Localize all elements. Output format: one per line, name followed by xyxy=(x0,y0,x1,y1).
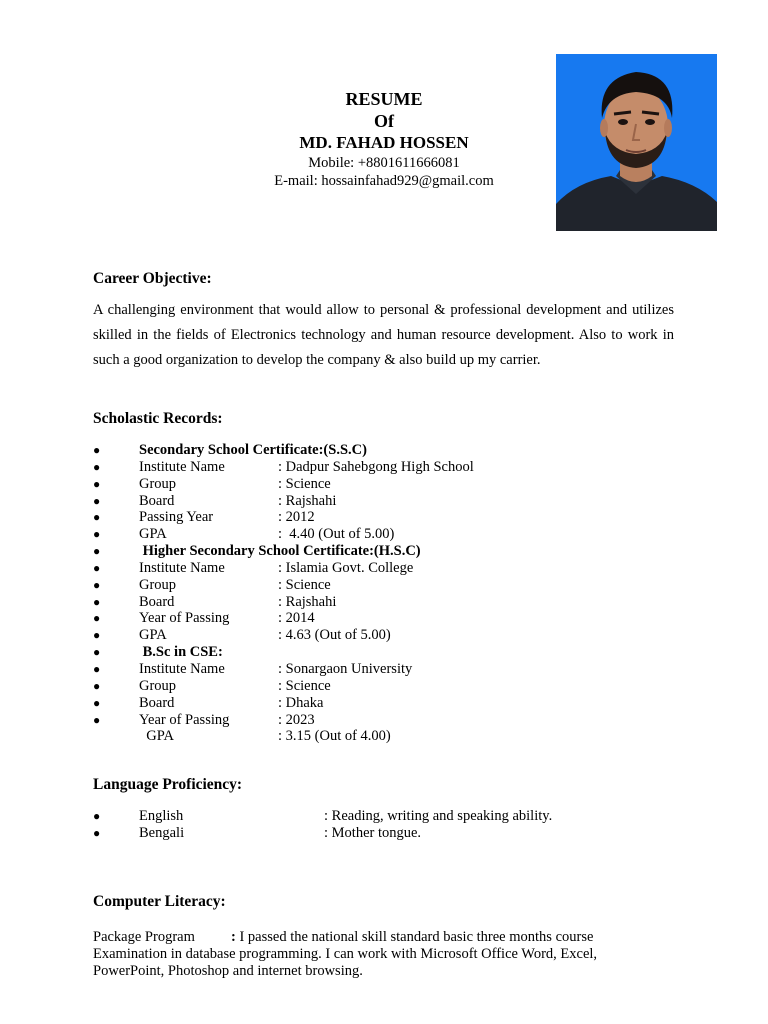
scholastic-record-label: Group xyxy=(139,475,177,492)
scholastic-record-value: : Rajshahi xyxy=(278,492,337,509)
bullet-icon: ● xyxy=(93,544,101,559)
scholastic-record-label: Higher Secondary School Certificate:(H.S.C) xyxy=(139,543,421,560)
scholastic-record-value: : Science xyxy=(278,576,331,593)
scholastic-record-row xyxy=(93,644,693,661)
bullet-icon: ● xyxy=(93,527,101,542)
bullet-icon: ● xyxy=(93,560,101,575)
scholastic-record-label: Group xyxy=(139,677,177,694)
scholastic-record-value: : Sonargaon University xyxy=(278,660,413,677)
bullet-icon: ● xyxy=(93,577,101,592)
language-label: Bengali xyxy=(139,824,185,841)
scholastic-record-label: Institute Name xyxy=(139,660,225,677)
resume-title-of: Of xyxy=(374,111,394,131)
computer-literacy-text xyxy=(93,929,653,980)
scholastic-record-row xyxy=(93,678,693,695)
scholastic-record-value: : 4.40 (Out of 5.00) xyxy=(278,526,395,543)
bullet-icon: ● xyxy=(93,645,101,660)
career-objective-text: A challenging environment that would allow to personal & professional development and utilizes skilled in the fields of Electronics technology and human resource development. Also to work in such a good organization to develop the company & also build up my carrier. xyxy=(93,302,674,368)
language-row xyxy=(93,808,693,825)
scholastic-record-label: Group xyxy=(139,576,177,593)
bullet-icon: ● xyxy=(93,611,101,626)
language-proficiency-list xyxy=(93,808,693,842)
scholastic-records-list xyxy=(93,442,693,745)
language-value: : Reading, writing and speaking ability. xyxy=(324,808,553,824)
scholastic-record-label: GPA xyxy=(139,526,167,543)
scholastic-record-value: : 2012 xyxy=(278,509,315,526)
scholastic-record-value: : 2014 xyxy=(278,610,315,627)
bullet-icon: ● xyxy=(93,493,101,508)
scholastic-record-row xyxy=(93,543,693,560)
computer-literacy-heading: Computer Literacy: xyxy=(93,893,226,910)
package-program-colon: : xyxy=(231,929,236,945)
scholastic-record-value: : Science xyxy=(278,475,331,492)
scholastic-record-label: Board xyxy=(139,492,175,509)
package-program-label: Package Program xyxy=(93,929,195,945)
scholastic-record-row xyxy=(93,509,693,526)
scholastic-record-value: : 3.15 (Out of 4.00) xyxy=(278,728,391,745)
scholastic-record-row xyxy=(93,560,693,577)
scholastic-record-label: GPA xyxy=(139,728,174,745)
scholastic-record-label: GPA xyxy=(139,627,167,644)
scholastic-record-label: Institute Name xyxy=(139,458,225,475)
scholastic-record-row xyxy=(93,577,693,594)
bullet-icon: ● xyxy=(93,594,101,609)
scholastic-record-row xyxy=(93,459,693,476)
portrait-image xyxy=(556,54,717,231)
scholastic-record-row xyxy=(93,712,693,729)
scholastic-record-label: B.Sc in CSE: xyxy=(139,644,223,661)
bullet-icon: ● xyxy=(93,712,101,727)
scholastic-record-row xyxy=(93,695,693,712)
scholastic-record-value: : Rajshahi xyxy=(278,593,337,610)
scholastic-record-label: Year of Passing xyxy=(139,610,230,627)
scholastic-record-value: : Science xyxy=(278,677,331,694)
scholastic-record-row xyxy=(93,442,693,459)
scholastic-record-value: : 2023 xyxy=(278,711,315,728)
language-row xyxy=(93,825,693,842)
scholastic-record-label: Board xyxy=(139,593,175,610)
scholastic-record-value: : 4.63 (Out of 5.00) xyxy=(278,627,391,644)
bullet-icon: ● xyxy=(93,459,101,474)
scholastic-record-row xyxy=(93,627,693,644)
bullet-icon: ● xyxy=(93,661,101,676)
email-address: E-mail: hossainfahad929@gmail.com xyxy=(274,173,494,189)
language-proficiency-heading: Language Proficiency: xyxy=(93,776,243,793)
scholastic-record-row xyxy=(93,661,693,678)
resume-title: RESUME xyxy=(345,89,423,109)
bullet-icon: ● xyxy=(93,476,101,491)
scholastic-record-label: Secondary School Certificate:(S.S.C) xyxy=(139,442,367,458)
mobile-number: Mobile: +8801611666081 xyxy=(308,155,460,171)
candidate-name: MD. FAHAD HOSSEN xyxy=(299,133,469,152)
language-value: : Mother tongue. xyxy=(324,824,422,841)
scholastic-record-row xyxy=(93,594,693,611)
career-objective-heading: Career Objective: xyxy=(93,270,212,287)
bullet-icon: ● xyxy=(93,825,101,840)
scholastic-record-label: Institute Name xyxy=(139,559,225,576)
scholastic-record-value: : Dadpur Sahebgong High School xyxy=(278,458,474,475)
scholastic-record-label: Passing Year xyxy=(139,509,214,526)
bullet-icon: ● xyxy=(93,695,101,710)
scholastic-records-heading: Scholastic Records: xyxy=(93,410,223,427)
scholastic-record-row xyxy=(93,610,693,627)
bullet-icon: ● xyxy=(93,628,101,643)
scholastic-record-row xyxy=(93,493,693,510)
scholastic-record-row xyxy=(93,728,693,745)
scholastic-record-value: : Dhaka xyxy=(278,694,324,711)
package-program-description: I passed the national skill standard basic three months course Examination in database programming. I can work with Microsoft Office Word, Excel, PowerPoint, Photoshop and internet browsing. xyxy=(93,929,598,979)
bullet-icon: ● xyxy=(93,443,101,457)
scholastic-record-label: Year of Passing xyxy=(139,711,230,728)
bullet-icon: ● xyxy=(93,510,101,525)
profile-photo xyxy=(556,54,717,231)
bullet-icon: ● xyxy=(93,678,101,693)
scholastic-record-row xyxy=(93,526,693,543)
scholastic-record-label: Board xyxy=(139,694,175,711)
scholastic-record-row xyxy=(93,476,693,493)
scholastic-record-value: : Islamia Govt. College xyxy=(278,559,414,576)
language-label: English xyxy=(139,808,184,824)
bullet-icon: ● xyxy=(93,809,101,823)
